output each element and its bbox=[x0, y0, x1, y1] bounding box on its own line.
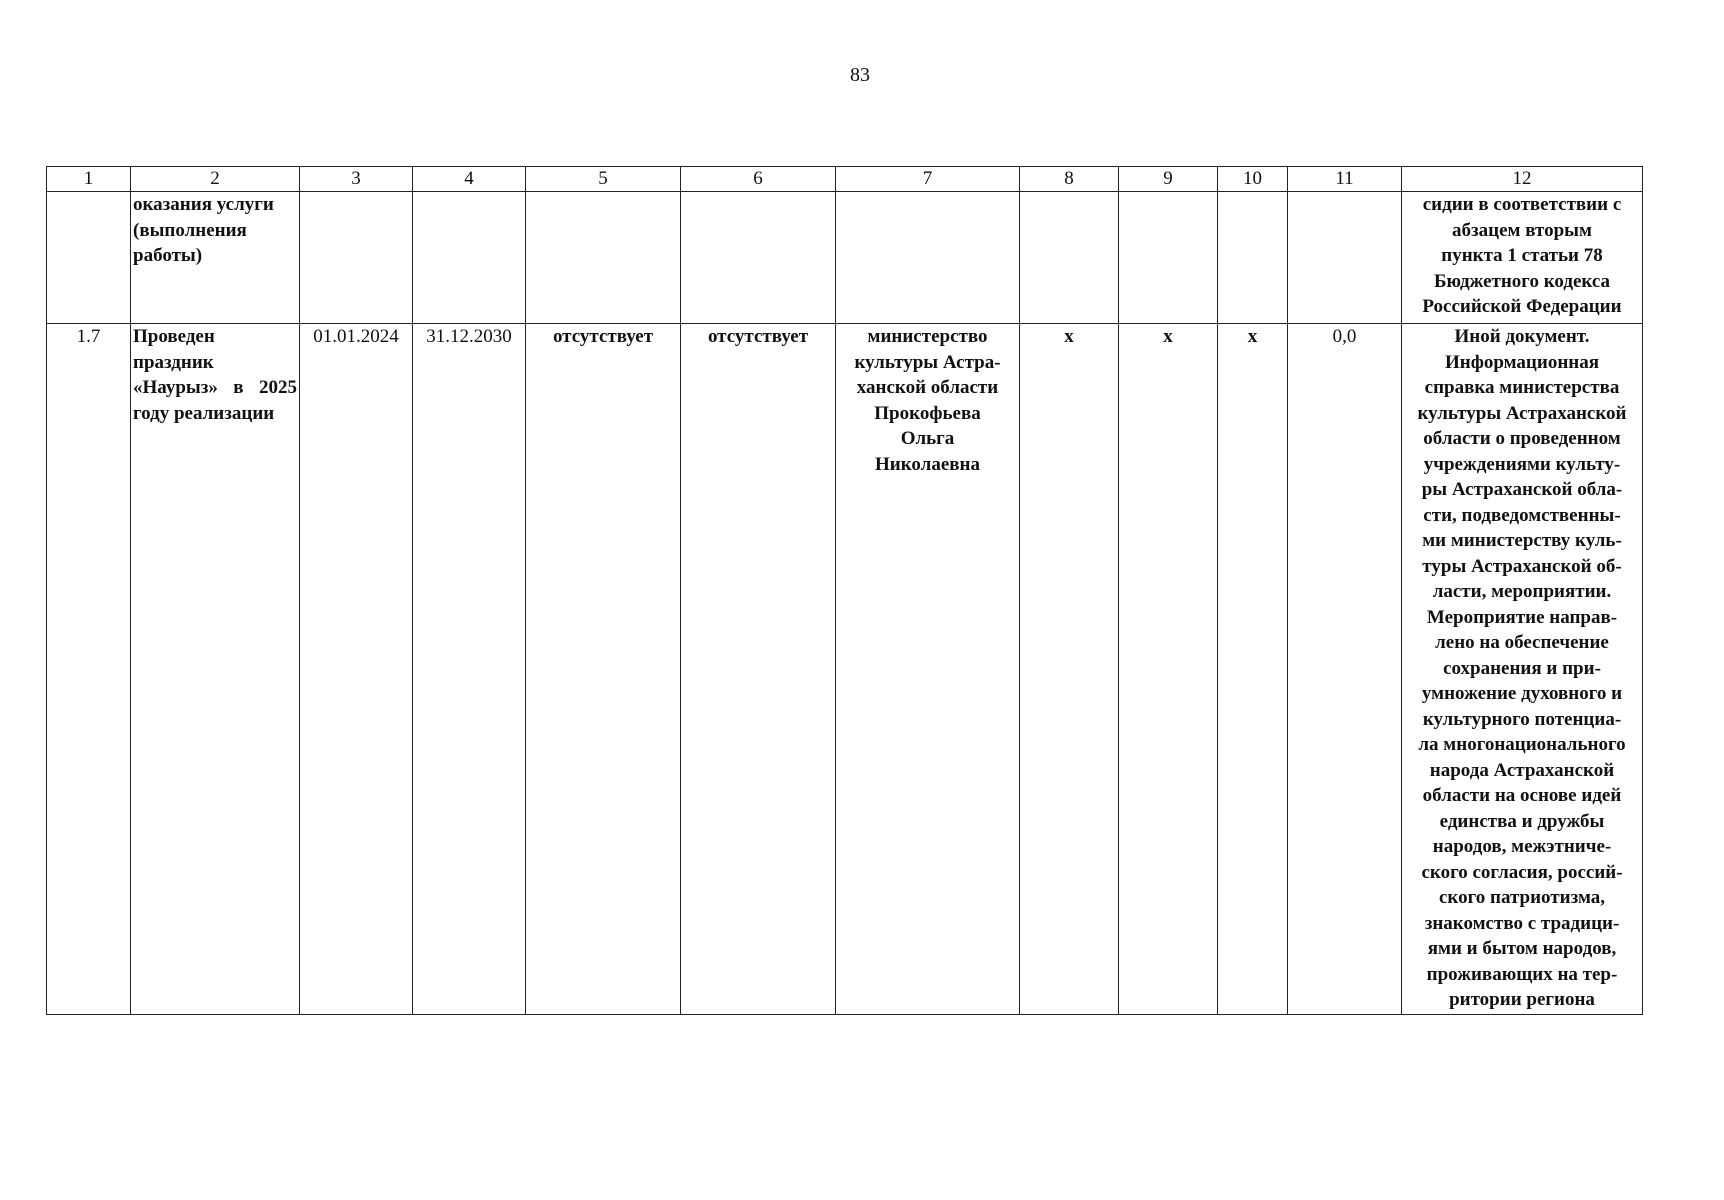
header-col-1: 1 bbox=[47, 167, 131, 192]
cell-col6: отсутствует bbox=[681, 324, 836, 1015]
measures-table bbox=[46, 166, 1643, 1015]
header-col-8: 8 bbox=[1020, 167, 1119, 192]
cell-start-date: 01.01.2024 bbox=[300, 324, 413, 1015]
header-col-7: 7 bbox=[836, 167, 1020, 192]
header-col-11: 11 bbox=[1288, 167, 1402, 192]
table-row-1-7 bbox=[47, 324, 1643, 1015]
cell-col9 bbox=[1119, 192, 1218, 324]
cell-responsible bbox=[836, 192, 1020, 324]
cell-name: Проведен праздник «Наурыз» в 2025 году реализации bbox=[131, 324, 300, 1015]
cell-col8 bbox=[1020, 192, 1119, 324]
cell-col10: x bbox=[1218, 324, 1288, 1015]
cell-col5: отсутствует bbox=[526, 324, 681, 1015]
header-col-9: 9 bbox=[1119, 167, 1218, 192]
header-col-2: 2 bbox=[131, 167, 300, 192]
cell-col6 bbox=[681, 192, 836, 324]
cell-col9: x bbox=[1119, 324, 1218, 1015]
cell-number: 1.7 bbox=[47, 324, 131, 1015]
cell-end-date bbox=[413, 192, 526, 324]
page-number: 83 bbox=[850, 64, 870, 86]
cell-col5 bbox=[526, 192, 681, 324]
header-row bbox=[47, 167, 1643, 192]
cell-col10 bbox=[1218, 192, 1288, 324]
header-col-5: 5 bbox=[526, 167, 681, 192]
cell-col11: 0,0 bbox=[1288, 324, 1402, 1015]
header-col-12: 12 bbox=[1402, 167, 1643, 192]
cell-col11 bbox=[1288, 192, 1402, 324]
header-col-3: 3 bbox=[300, 167, 413, 192]
cell-name: оказания услуги (выполнения работы) bbox=[131, 192, 300, 324]
cell-document: сидии в соответствии с абзацем вторым пункта 1 статьи 78 Бюджетного кодекса Российской Федерации bbox=[1402, 192, 1643, 324]
cell-start-date bbox=[300, 192, 413, 324]
header-col-6: 6 bbox=[681, 167, 836, 192]
cell-document: Иной документ. Информационная справка министерства культуры Астраханской области о проведенном учреждениями культу- ры Астраханской обла- сти, подведомственны- ми министерству куль- туры Астраханской об- ласти, мероприятии. Мероприятие направ- лено на обеспечение сохранения и при- умножение духовного и культурного потенциа- ла многонационального народа Астраханской области на основе идей единства и дружбы народов, межэтниче- ского согласия, россий- ского патриотизма, знакомство с традици- ями и бытом народов, проживающих на тер- ритории региона bbox=[1402, 324, 1643, 1015]
cell-col8: x bbox=[1020, 324, 1119, 1015]
header-col-10: 10 bbox=[1218, 167, 1288, 192]
cell-number bbox=[47, 192, 131, 324]
cell-responsible: министерство культуры Астра- ханской области Прокофьева Ольга Николаевна bbox=[836, 324, 1020, 1015]
cell-end-date: 31.12.2030 bbox=[413, 324, 526, 1015]
header-col-4: 4 bbox=[413, 167, 526, 192]
table-row-continuation bbox=[47, 192, 1643, 324]
